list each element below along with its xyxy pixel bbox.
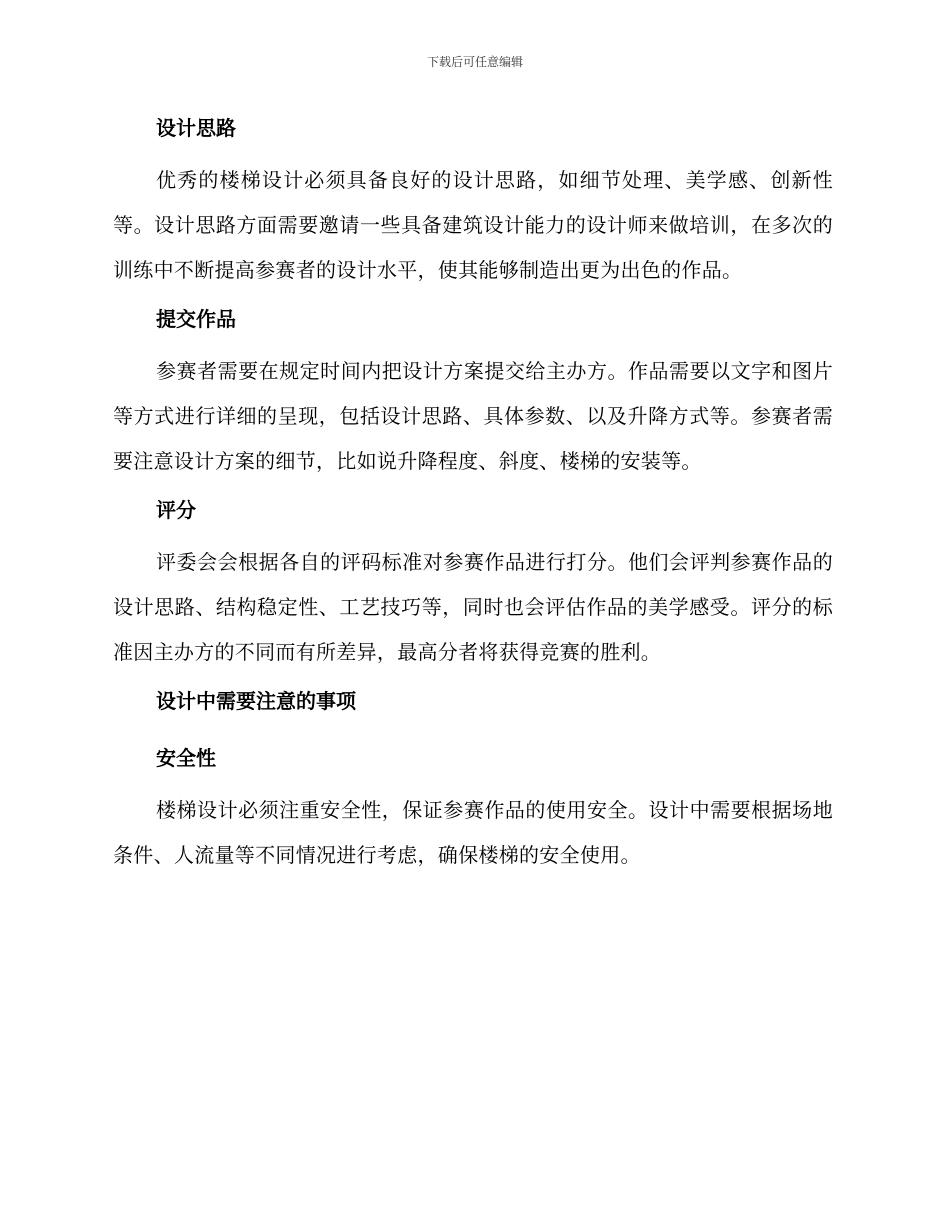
paragraph-submit-work: 参赛者需要在规定时间内把设计方案提交给主办方。作品需要以文字和图片等方式进行详细的呈现，包括设计思路、具体参数、以及升降方式等。参赛者需要注意设计方案的细节，比如说升降程度、斜度、楼梯的安装等。: [113, 359, 833, 473]
paragraph-design-idea: 优秀的楼梯设计必须具备良好的设计思路，如细节处理、美学感、创新性等。设计思路方面需要邀请一些具备建筑设计能力的设计师来做培训，在多次的训练中不断提高参赛者的设计水平，使其能够制造出更为出色的作品。: [113, 168, 833, 282]
section-heading-scoring: 评分: [156, 498, 196, 522]
section-heading-design-idea: 设计思路: [156, 116, 236, 140]
paragraph-safety: 楼梯设计必须注重安全性，保证参赛作品的使用安全。设计中需要根据场地条件、人流量等不同情况进行考虑，确保楼梯的安全使用。: [113, 798, 833, 867]
document-body: [113, 112, 833, 878]
section-heading-notes: 设计中需要注意的事项: [156, 689, 356, 713]
section-heading-safety: 安全性: [156, 746, 216, 770]
page-header: 下载后可任意编辑: [426, 55, 523, 69]
section-heading-submit-work: 提交作品: [156, 307, 236, 331]
paragraph-scoring: 评委会会根据各自的评码标准对参赛作品进行打分。他们会评判参赛作品的设计思路、结构稳定性、工艺技巧等，同时也会评估作品的美学感受。评分的标准因主办方的不同而有所差异，最高分者将获得竞赛的胜利。: [113, 550, 833, 664]
